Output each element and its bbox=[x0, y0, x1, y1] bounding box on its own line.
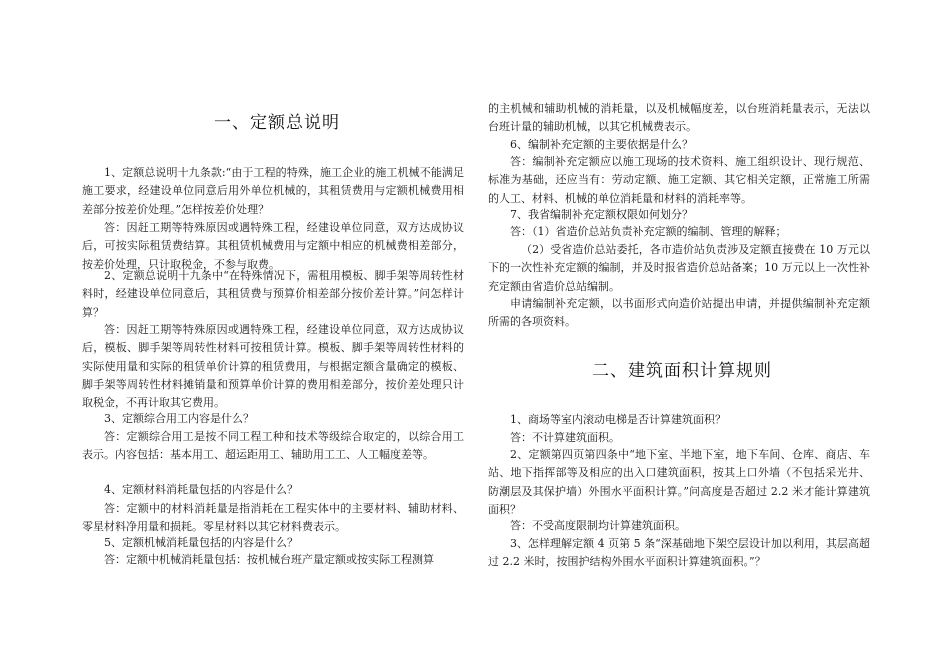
question-1: 1、定额总说明十九条款:“由于工程的特殊，施工企业的施工机械不能满足施工要求，经建设单位同意后用外单位机械的，其租赁费用与定额机械费用相差部分按差价处理。”怎样按差价处理？ bbox=[82, 166, 464, 216]
area-answer-2: 答：不受高度限制均计算建筑面积。 bbox=[510, 519, 686, 532]
answer-5-continued: 的主机械和辅助机械的消耗量，以及机械幅度差，以台班消耗量表示，无法以台班计量的辅助机械，以其它机械费表示。 bbox=[488, 102, 870, 134]
application-note: 申请编制补充定额，以书面形式向造价站提出申请，并提供编制补充定额所需的各项资料。 bbox=[488, 297, 870, 329]
area-question-1: 1、商场等室内滚动电梯是否计算建筑面积？ bbox=[510, 413, 726, 426]
answer-7-part-1: 答：（1）省造价总站负责补充定额的编制、管理的解释； bbox=[510, 225, 787, 238]
answer-3: 答：定额综合用工是按不同工程工种和技术等级综合取定的，以综合用工表示。内容包括：基本用工、超运距用工、辅助用工工、人工幅度差等。 bbox=[82, 430, 464, 462]
section-heading-building-area: 二、建筑面积计算规则 bbox=[592, 361, 772, 381]
answer-6: 答：编制补充定额应以施工现场的技术资料、施工组织设计、现行规范、标准为基础，还应当有：劳动定额、施工定额、其它相关定额，正常施工所需的人工、材料、机械的单位消耗量和材料的消耗率等。 bbox=[488, 155, 870, 205]
question-6: 6、编制补充定额的主要依据是什么？ bbox=[510, 138, 693, 151]
answer-4: 答：定额中的材料消耗量是指消耗在工程实体中的主要材料、辅助材料、零星材料净用量和损耗。零星材料以其它材料费表示。 bbox=[82, 502, 464, 534]
answer-5: 答：定额中机械消耗量包括：按机械台班产量定额或按实际工程测算 bbox=[104, 553, 434, 566]
question-2: 2、定额总说明十九条中“在特殊情况下，需租用模板、脚手架等周转性材料时，经建设单位同意后，其租赁费与预算价相差部分按价差计算。”问怎样计算？ bbox=[82, 269, 464, 319]
answer-7-part-2: （2）受省造价总站委托，各市造价站负责涉及定额直接费在 10 万元以下的一次性补充定额的编制，并及时报省造价总站备案；10 万元以上一次性补充定额由省造价总站编制。 bbox=[488, 243, 870, 293]
question-3: 3、定额综合用工内容是什么？ bbox=[104, 412, 254, 425]
question-4: 4、定额材料消耗量包括的内容是什么？ bbox=[104, 483, 298, 496]
question-5: 5、定额机械消耗量包括的内容是什么？ bbox=[104, 536, 298, 549]
section-heading-quota-general: 一、定额总说明 bbox=[214, 113, 340, 133]
answer-1: 答：因赶工期等特殊原因或遇特殊工程，经建设单位同意，双方达成协议后，可按实际租赁费结算。其租赁机械费用与定额中相应的机械费相差部分，按差价处理，只计取税金，不参与取费。 bbox=[82, 221, 464, 271]
area-question-2: 2、定额第四页第四条中“地下室、半地下室，地下车间、仓库、商店、车站、地下指挥部等及相应的出入口建筑面积，按其上口外墙（不包括采光井、防潮层及其保护墙）外围水平面积计算。”问高度是否超过 2.2 米才能计算建筑面积？ bbox=[488, 448, 870, 516]
area-question-3: 3、怎样理解定额 4 页第 5 条“深基础地下架空层设计加以利用，其层高超过 2.2 米时，按围护结构外围水平面积计算建筑面积。”？ bbox=[488, 537, 870, 569]
area-answer-1: 答：不计算建筑面积。 bbox=[510, 431, 620, 444]
question-7: 7、我省编制补充定额权限如何划分？ bbox=[510, 208, 693, 221]
answer-2: 答：因赶工期等特殊原因或遇特殊工程，经建设单位同意，双方达成协议后，模板、脚手架等周转性材料可按租赁计算。模板、脚手架等周转性材料的实际使用量和实际的租赁单价计算的租赁费用，与根据定额含量确定的模板、脚手架等周转性材料摊销量和预算单价计算的费用相差部分，按价差处理只计取税金，不再计取其它费用。 bbox=[82, 323, 464, 410]
